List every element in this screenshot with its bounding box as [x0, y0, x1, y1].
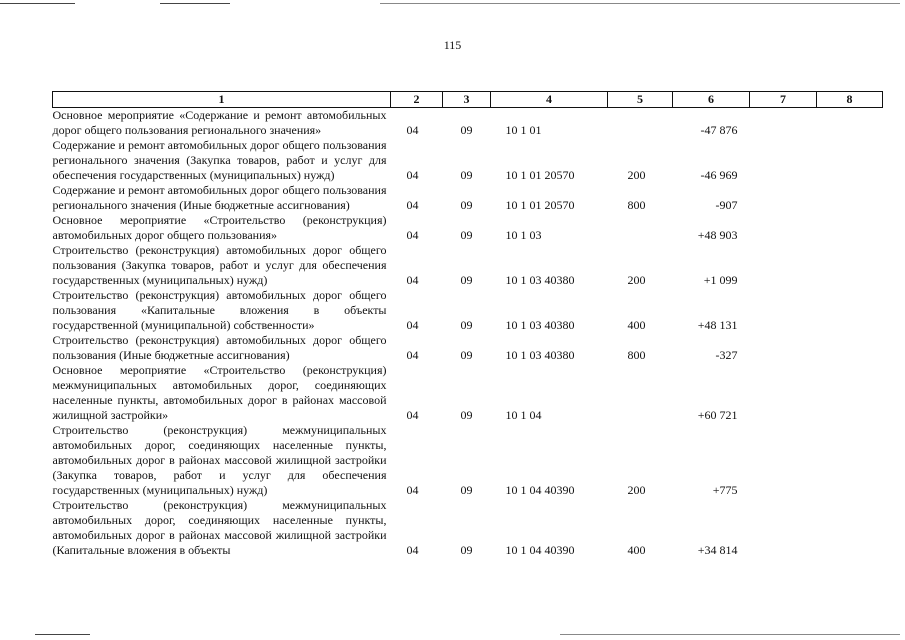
header-col-7: 7	[750, 92, 817, 108]
row-description: Основное мероприятие «Строительство (реконструкция) межмуниципальных автомобильных дорог, соединяющих населенные пункты, автомобильных дорог в районах массовой жилищной застройки»	[52, 363, 387, 422]
cell-expense-type: 800	[627, 348, 646, 362]
table-row	[53, 288, 883, 333]
header-col-5: 5	[608, 92, 673, 108]
cell-col-8	[817, 363, 883, 423]
header-col-6: 6	[673, 92, 750, 108]
cell-subsection: 09	[460, 348, 473, 362]
header-col-3: 3	[443, 92, 491, 108]
cell-col-8	[817, 333, 883, 363]
cell-section: 04	[406, 408, 419, 422]
row-description: Содержание и ремонт автомобильных дорог общего пользования регионального значения (Закупка товаров, работ и услуг для обеспечения государственных (муниципальных) нужд)	[52, 138, 387, 182]
row-description: Строительство (реконструкция) автомобильных дорог общего пользования (Иные бюджетные ассигнования)	[52, 333, 387, 362]
cell-subsection: 09	[460, 198, 473, 212]
cell-col-8	[817, 108, 883, 139]
cell-amount: -46 969	[700, 168, 738, 182]
table-row	[53, 243, 883, 288]
cell-col-8	[817, 183, 883, 213]
cell-expense-type: 800	[627, 198, 646, 212]
cell-subsection: 09	[460, 123, 473, 137]
header-col-8: 8	[817, 92, 883, 108]
cell-col-8	[817, 423, 883, 498]
cell-section: 04	[406, 348, 419, 362]
scan-edge-top-left	[0, 3, 75, 4]
scan-edge-top-right	[380, 3, 900, 4]
cell-col-7	[750, 213, 817, 243]
table-row	[53, 423, 883, 498]
cell-col-8	[817, 498, 883, 558]
header-col-1: 1	[53, 92, 391, 108]
cell-col-8	[817, 138, 883, 183]
table-row	[53, 498, 883, 558]
cell-subsection: 09	[460, 483, 473, 497]
cell-subsection: 09	[460, 408, 473, 422]
cell-expense-type	[608, 213, 673, 243]
table-row	[53, 333, 883, 363]
cell-amount: +775	[712, 483, 738, 497]
cell-section: 04	[406, 168, 419, 182]
cell-col-8	[817, 288, 883, 333]
cell-amount: +34 814	[697, 543, 738, 557]
scan-edge-top-center	[160, 3, 230, 4]
cell-subsection: 09	[460, 318, 473, 332]
cell-amount: -327	[715, 348, 738, 362]
cell-target-code: 10 1 04 40390	[505, 483, 575, 497]
page-number: 115	[443, 38, 462, 52]
cell-amount: +48 131	[697, 318, 738, 332]
table-row	[53, 183, 883, 213]
row-description: Строительство (реконструкция) межмуниципальных автомобильных дорог, соединяющих населенные пункты, автомобильных дорог в районах массовой жилищной застройки (Закупка товаров, работ и услуг для обеспечения государственных (муниципальных) нужд)	[52, 423, 387, 497]
row-description: Основное мероприятие «Строительство (реконструкция) автомобильных дорог общего пользования»	[52, 213, 387, 242]
row-description: Строительство (реконструкция) автомобильных дорог общего пользования (Закупка товаров, работ и услуг для обеспечения государственных (муниципальных) нужд)	[52, 243, 387, 287]
cell-target-code: 10 1 01 20570	[505, 198, 575, 212]
cell-col-8	[817, 243, 883, 288]
table-row	[53, 213, 883, 243]
cell-section: 04	[406, 483, 419, 497]
cell-expense-type: 200	[627, 483, 646, 497]
cell-amount: -907	[715, 198, 738, 212]
cell-section: 04	[406, 543, 419, 557]
table-header-row	[53, 92, 883, 108]
cell-target-code: 10 1 04 40390	[505, 543, 575, 557]
cell-section: 04	[406, 228, 419, 242]
cell-col-7	[750, 423, 817, 498]
row-description: Содержание и ремонт автомобильных дорог общего пользования регионального значения (Иные бюджетные ассигнования)	[52, 183, 387, 212]
cell-target-code: 10 1 04	[505, 408, 542, 422]
cell-target-code: 10 1 01	[505, 123, 542, 137]
cell-section: 04	[406, 123, 419, 137]
cell-target-code: 10 1 01 20570	[505, 168, 575, 182]
cell-col-7	[750, 363, 817, 423]
scan-edge-bottom-left	[35, 634, 90, 635]
header-col-2: 2	[391, 92, 443, 108]
cell-col-7	[750, 183, 817, 213]
row-description: Строительство (реконструкция) межмуниципальных автомобильных дорог, соединяющих населенные пункты, автомобильных дорог в районах массовой жилищной застройки (Капитальные вложения в объекты	[52, 498, 387, 557]
cell-subsection: 09	[460, 168, 473, 182]
cell-target-code: 10 1 03 40380	[505, 273, 575, 287]
cell-target-code: 10 1 03 40380	[505, 348, 575, 362]
cell-amount: -47 876	[700, 123, 738, 137]
cell-col-7	[750, 243, 817, 288]
cell-col-7	[750, 138, 817, 183]
cell-col-7	[750, 108, 817, 139]
cell-section: 04	[406, 198, 419, 212]
table-row	[53, 138, 883, 183]
cell-expense-type: 400	[627, 543, 646, 557]
table-row	[53, 108, 883, 139]
cell-col-8	[817, 213, 883, 243]
header-col-4: 4	[491, 92, 608, 108]
cell-expense-type: 200	[627, 273, 646, 287]
cell-subsection: 09	[460, 273, 473, 287]
cell-amount: +1 099	[703, 273, 738, 287]
cell-section: 04	[406, 318, 419, 332]
cell-target-code: 10 1 03	[505, 228, 542, 242]
cell-subsection: 09	[460, 543, 473, 557]
cell-expense-type	[608, 363, 673, 423]
table-row	[53, 363, 883, 423]
cell-col-7	[750, 333, 817, 363]
cell-subsection: 09	[460, 228, 473, 242]
cell-amount: +48 903	[697, 228, 738, 242]
cell-expense-type	[608, 108, 673, 139]
row-description: Строительство (реконструкция) автомобильных дорог общего пользования «Капитальные вложения в объекты государственной (муниципальной) собственности»	[52, 288, 387, 332]
cell-col-7	[750, 498, 817, 558]
cell-col-7	[750, 288, 817, 333]
cell-section: 04	[406, 273, 419, 287]
budget-table	[52, 91, 883, 558]
cell-expense-type: 400	[627, 318, 646, 332]
scan-edge-bottom-right	[560, 634, 900, 635]
cell-amount: +60 721	[697, 408, 738, 422]
cell-expense-type: 200	[627, 168, 646, 182]
row-description: Основное мероприятие «Содержание и ремонт автомобильных дорог общего пользования регионального значения»	[52, 108, 387, 137]
cell-target-code: 10 1 03 40380	[505, 318, 575, 332]
